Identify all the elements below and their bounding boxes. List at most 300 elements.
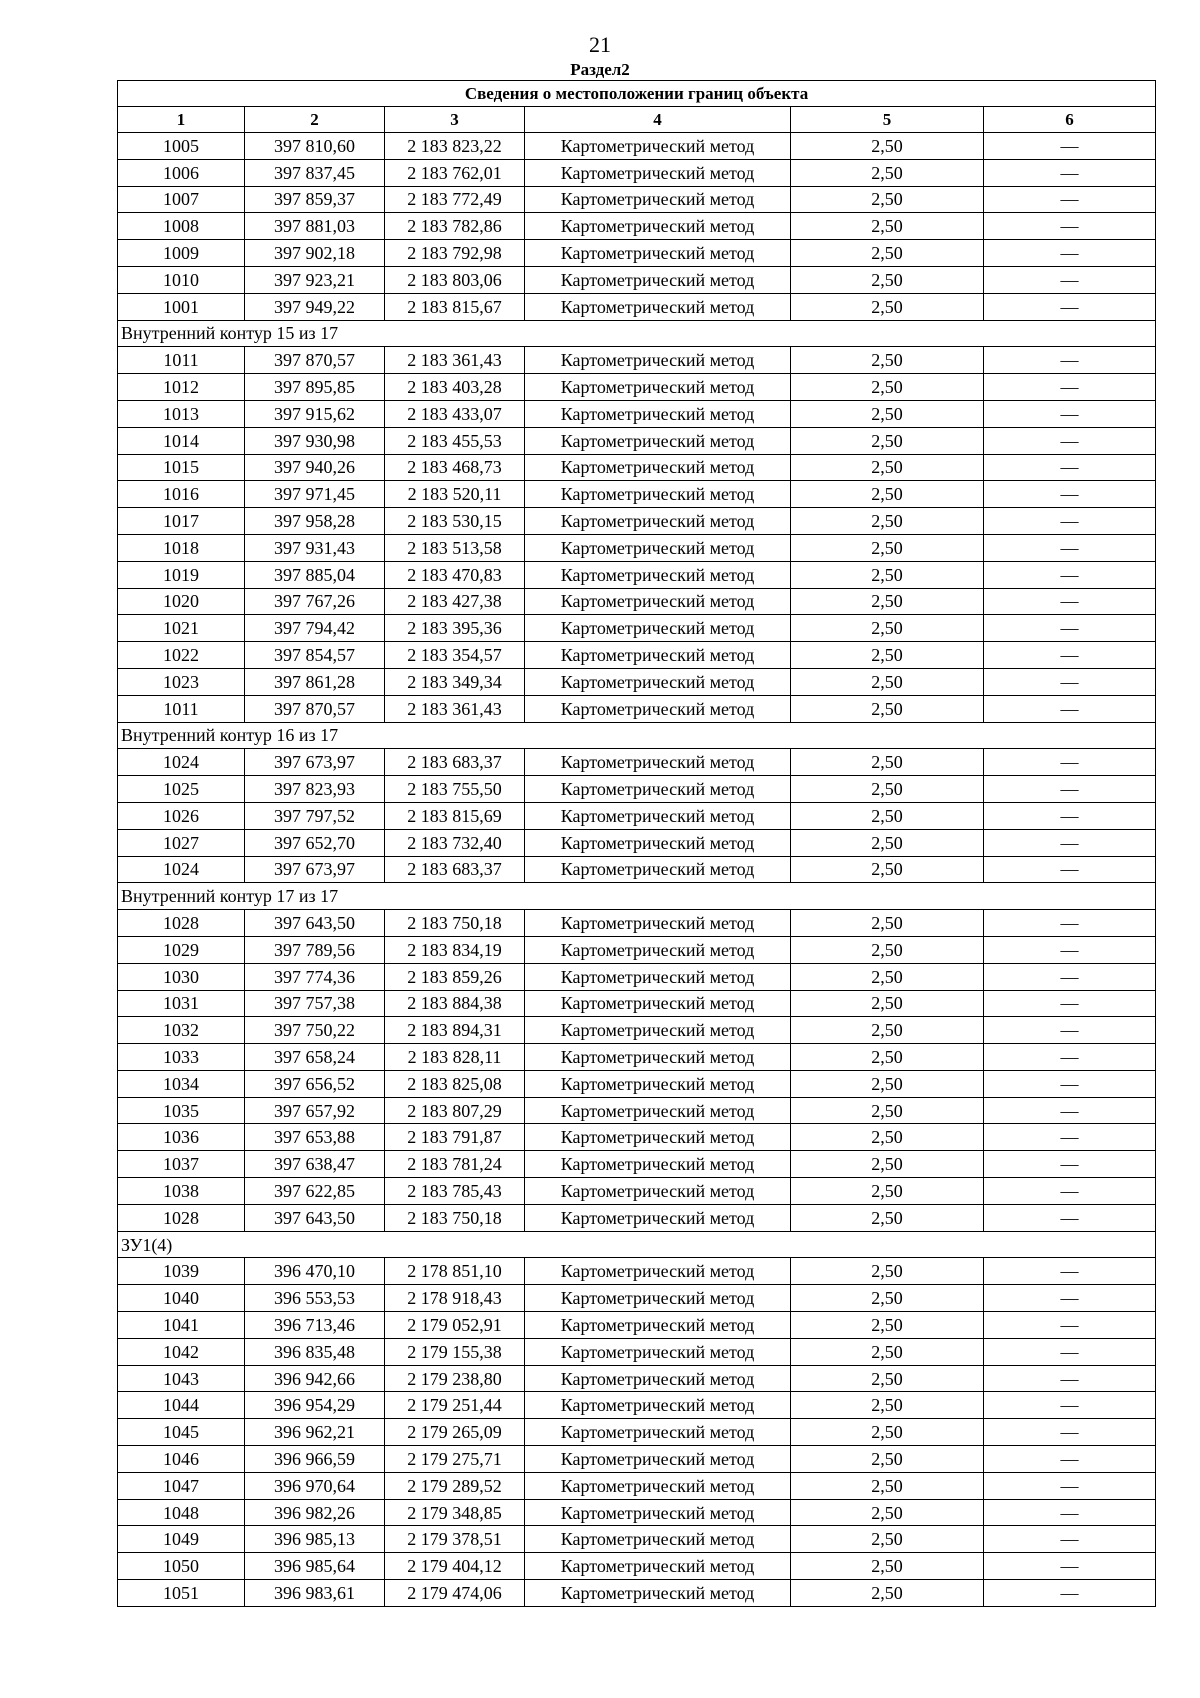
point-number: 1011 <box>118 695 245 722</box>
accuracy-cell: 2,50 <box>791 936 984 963</box>
point-number: 1027 <box>118 829 245 856</box>
description-cell: — <box>984 561 1156 588</box>
column-header-6: 6 <box>984 107 1156 133</box>
coordinate-x: 397 789,56 <box>245 936 385 963</box>
description-cell: — <box>984 1097 1156 1124</box>
coordinate-y: 2 183 894,31 <box>385 1017 525 1044</box>
accuracy-cell: 2,50 <box>791 133 984 160</box>
method-cell: Картометрический метод <box>525 1097 791 1124</box>
description-cell: — <box>984 963 1156 990</box>
accuracy-cell: 2,50 <box>791 1204 984 1231</box>
table-row <box>118 1124 1156 1151</box>
point-number: 1028 <box>118 910 245 937</box>
method-cell: Картометрический метод <box>525 1204 791 1231</box>
coordinate-x: 397 643,50 <box>245 1204 385 1231</box>
coordinate-y: 2 183 470,83 <box>385 561 525 588</box>
accuracy-cell: 2,50 <box>791 1044 984 1071</box>
table-row <box>118 1204 1156 1231</box>
table-row <box>118 1097 1156 1124</box>
description-cell: — <box>984 1312 1156 1339</box>
column-header-2: 2 <box>245 107 385 133</box>
coordinate-x: 397 658,24 <box>245 1044 385 1071</box>
point-number: 1013 <box>118 400 245 427</box>
description-cell: — <box>984 910 1156 937</box>
contour-header-row <box>118 1231 1156 1258</box>
point-number: 1037 <box>118 1151 245 1178</box>
accuracy-cell: 2,50 <box>791 1499 984 1526</box>
accuracy-cell: 2,50 <box>791 1258 984 1285</box>
description-cell: — <box>984 776 1156 803</box>
point-number: 1020 <box>118 588 245 615</box>
accuracy-cell: 2,50 <box>791 829 984 856</box>
table-row <box>118 1553 1156 1580</box>
description-cell: — <box>984 266 1156 293</box>
method-cell: Картометрический метод <box>525 1472 791 1499</box>
table-row <box>118 910 1156 937</box>
method-cell: Картометрический метод <box>525 990 791 1017</box>
column-header-3: 3 <box>385 107 525 133</box>
accuracy-cell: 2,50 <box>791 856 984 883</box>
coordinate-x: 397 656,52 <box>245 1070 385 1097</box>
coordinate-y: 2 179 238,80 <box>385 1365 525 1392</box>
table-row <box>118 186 1156 213</box>
accuracy-cell: 2,50 <box>791 427 984 454</box>
method-cell: Картометрический метод <box>525 588 791 615</box>
coordinate-x: 397 949,22 <box>245 293 385 320</box>
method-cell: Картометрический метод <box>525 454 791 481</box>
coordinate-y: 2 179 348,85 <box>385 1499 525 1526</box>
coordinate-x: 397 915,62 <box>245 400 385 427</box>
coordinate-x: 397 774,36 <box>245 963 385 990</box>
method-cell: Картометрический метод <box>525 856 791 883</box>
description-cell: — <box>984 1365 1156 1392</box>
coordinate-x: 397 859,37 <box>245 186 385 213</box>
point-number: 1008 <box>118 213 245 240</box>
accuracy-cell: 2,50 <box>791 186 984 213</box>
description-cell: — <box>984 1017 1156 1044</box>
column-header-4: 4 <box>525 107 791 133</box>
description-cell: — <box>984 1392 1156 1419</box>
method-cell: Картометрический метод <box>525 829 791 856</box>
table-row <box>118 454 1156 481</box>
table-row <box>118 133 1156 160</box>
table-row <box>118 1446 1156 1473</box>
column-header-5: 5 <box>791 107 984 133</box>
coordinate-y: 2 179 275,71 <box>385 1446 525 1473</box>
description-cell: — <box>984 347 1156 374</box>
description-cell: — <box>984 1258 1156 1285</box>
method-cell: Картометрический метод <box>525 1312 791 1339</box>
coordinate-y: 2 183 772,49 <box>385 186 525 213</box>
point-number: 1048 <box>118 1499 245 1526</box>
coordinate-x: 396 942,66 <box>245 1365 385 1392</box>
coordinate-y: 2 183 468,73 <box>385 454 525 481</box>
coordinate-x: 396 962,21 <box>245 1419 385 1446</box>
point-number: 1022 <box>118 642 245 669</box>
accuracy-cell: 2,50 <box>791 293 984 320</box>
point-number: 1009 <box>118 240 245 267</box>
method-cell: Картометрический метод <box>525 159 791 186</box>
coordinate-y: 2 179 404,12 <box>385 1553 525 1580</box>
point-number: 1007 <box>118 186 245 213</box>
coordinate-y: 2 183 349,34 <box>385 668 525 695</box>
coordinate-x: 397 673,97 <box>245 856 385 883</box>
method-cell: Картометрический метод <box>525 186 791 213</box>
table-row <box>118 1044 1156 1071</box>
method-cell: Картометрический метод <box>525 427 791 454</box>
method-cell: Картометрический метод <box>525 1392 791 1419</box>
coordinate-y: 2 183 785,43 <box>385 1178 525 1205</box>
point-number: 1033 <box>118 1044 245 1071</box>
accuracy-cell: 2,50 <box>791 454 984 481</box>
method-cell: Картометрический метод <box>525 266 791 293</box>
accuracy-cell: 2,50 <box>791 615 984 642</box>
table-row <box>118 481 1156 508</box>
accuracy-cell: 2,50 <box>791 1178 984 1205</box>
coordinate-y: 2 179 251,44 <box>385 1392 525 1419</box>
coordinate-y: 2 179 265,09 <box>385 1419 525 1446</box>
coordinate-x: 397 638,47 <box>245 1151 385 1178</box>
table-row <box>118 642 1156 669</box>
coordinate-x: 397 653,88 <box>245 1124 385 1151</box>
point-number: 1047 <box>118 1472 245 1499</box>
accuracy-cell: 2,50 <box>791 561 984 588</box>
point-number: 1041 <box>118 1312 245 1339</box>
description-cell: — <box>984 1151 1156 1178</box>
method-cell: Картометрический метод <box>525 1070 791 1097</box>
description-cell: — <box>984 454 1156 481</box>
method-cell: Картометрический метод <box>525 1044 791 1071</box>
table-row <box>118 534 1156 561</box>
coordinate-x: 397 750,22 <box>245 1017 385 1044</box>
point-number: 1011 <box>118 347 245 374</box>
method-cell: Картометрический метод <box>525 1338 791 1365</box>
description-cell: — <box>984 990 1156 1017</box>
coordinate-x: 396 470,10 <box>245 1258 385 1285</box>
coordinate-y: 2 179 474,06 <box>385 1580 525 1607</box>
coordinate-y: 2 183 859,26 <box>385 963 525 990</box>
coordinate-y: 2 183 520,11 <box>385 481 525 508</box>
point-number: 1040 <box>118 1285 245 1312</box>
description-cell: — <box>984 1178 1156 1205</box>
point-number: 1029 <box>118 936 245 963</box>
table-row <box>118 159 1156 186</box>
accuracy-cell: 2,50 <box>791 159 984 186</box>
coordinate-x: 397 673,97 <box>245 749 385 776</box>
accuracy-cell: 2,50 <box>791 1392 984 1419</box>
description-cell: — <box>984 1472 1156 1499</box>
method-cell: Картометрический метод <box>525 615 791 642</box>
accuracy-cell: 2,50 <box>791 1553 984 1580</box>
table-row <box>118 1499 1156 1526</box>
coordinate-y: 2 183 815,67 <box>385 293 525 320</box>
accuracy-cell: 2,50 <box>791 534 984 561</box>
point-number: 1018 <box>118 534 245 561</box>
contour-label: Внутренний контур 15 из 17 <box>118 320 1156 347</box>
table-title: Сведения о местоположении границ объекта <box>118 81 1156 107</box>
coordinate-y: 2 183 455,53 <box>385 427 525 454</box>
description-cell: — <box>984 588 1156 615</box>
coordinate-y: 2 179 289,52 <box>385 1472 525 1499</box>
method-cell: Картометрический метод <box>525 561 791 588</box>
column-header-1: 1 <box>118 107 245 133</box>
coordinate-y: 2 183 433,07 <box>385 400 525 427</box>
coordinate-y: 2 179 155,38 <box>385 1338 525 1365</box>
accuracy-cell: 2,50 <box>791 1365 984 1392</box>
coordinate-x: 396 966,59 <box>245 1446 385 1473</box>
coordinate-x: 397 931,43 <box>245 534 385 561</box>
method-cell: Картометрический метод <box>525 1178 791 1205</box>
table-row <box>118 1580 1156 1607</box>
method-cell: Картометрический метод <box>525 1258 791 1285</box>
point-number: 1035 <box>118 1097 245 1124</box>
coordinate-x: 397 837,45 <box>245 159 385 186</box>
accuracy-cell: 2,50 <box>791 481 984 508</box>
method-cell: Картометрический метод <box>525 963 791 990</box>
method-cell: Картометрический метод <box>525 1446 791 1473</box>
coordinate-x: 397 958,28 <box>245 508 385 535</box>
table-row <box>118 588 1156 615</box>
coordinate-x: 397 797,52 <box>245 802 385 829</box>
contour-label: Внутренний контур 17 из 17 <box>118 883 1156 910</box>
point-number: 1016 <box>118 481 245 508</box>
table-row <box>118 1526 1156 1553</box>
method-cell: Картометрический метод <box>525 1419 791 1446</box>
method-cell: Картометрический метод <box>525 481 791 508</box>
contour-header-row <box>118 722 1156 749</box>
description-cell: — <box>984 1553 1156 1580</box>
table-row <box>118 990 1156 1017</box>
coordinate-y: 2 183 792,98 <box>385 240 525 267</box>
accuracy-cell: 2,50 <box>791 1419 984 1446</box>
coordinate-x: 397 902,18 <box>245 240 385 267</box>
coordinate-y: 2 183 683,37 <box>385 856 525 883</box>
coordinate-y: 2 183 403,28 <box>385 374 525 401</box>
point-number: 1036 <box>118 1124 245 1151</box>
coordinate-y: 2 183 803,06 <box>385 266 525 293</box>
table-row <box>118 1070 1156 1097</box>
point-number: 1021 <box>118 615 245 642</box>
accuracy-cell: 2,50 <box>791 1472 984 1499</box>
coordinate-y: 2 183 782,86 <box>385 213 525 240</box>
accuracy-cell: 2,50 <box>791 1070 984 1097</box>
description-cell: — <box>984 293 1156 320</box>
table-row <box>118 776 1156 803</box>
coordinate-x: 397 895,85 <box>245 374 385 401</box>
point-number: 1030 <box>118 963 245 990</box>
description-cell: — <box>984 1419 1156 1446</box>
description-cell: — <box>984 1526 1156 1553</box>
table-row <box>118 1338 1156 1365</box>
method-cell: Картометрический метод <box>525 695 791 722</box>
accuracy-cell: 2,50 <box>791 1446 984 1473</box>
description-cell: — <box>984 1580 1156 1607</box>
method-cell: Картометрический метод <box>525 1499 791 1526</box>
coordinate-x: 397 810,60 <box>245 133 385 160</box>
accuracy-cell: 2,50 <box>791 910 984 937</box>
table-row <box>118 829 1156 856</box>
description-cell: — <box>984 695 1156 722</box>
accuracy-cell: 2,50 <box>791 266 984 293</box>
coordinate-x: 396 983,61 <box>245 1580 385 1607</box>
point-number: 1024 <box>118 749 245 776</box>
table-row <box>118 936 1156 963</box>
contour-label: ЗУ1(4) <box>118 1231 1156 1258</box>
point-number: 1044 <box>118 1392 245 1419</box>
coordinate-y: 2 183 750,18 <box>385 910 525 937</box>
method-cell: Картометрический метод <box>525 1151 791 1178</box>
column-header-row <box>118 107 1156 133</box>
coordinate-x: 396 985,13 <box>245 1526 385 1553</box>
description-cell: — <box>984 936 1156 963</box>
coordinate-y: 2 183 530,15 <box>385 508 525 535</box>
description-cell: — <box>984 642 1156 669</box>
accuracy-cell: 2,50 <box>791 749 984 776</box>
method-cell: Картометрический метод <box>525 347 791 374</box>
coordinate-y: 2 183 750,18 <box>385 1204 525 1231</box>
coordinate-x: 396 982,26 <box>245 1499 385 1526</box>
method-cell: Картометрический метод <box>525 534 791 561</box>
accuracy-cell: 2,50 <box>791 240 984 267</box>
description-cell: — <box>984 159 1156 186</box>
point-number: 1050 <box>118 1553 245 1580</box>
coordinate-x: 397 757,38 <box>245 990 385 1017</box>
accuracy-cell: 2,50 <box>791 1151 984 1178</box>
accuracy-cell: 2,50 <box>791 1312 984 1339</box>
description-cell: — <box>984 668 1156 695</box>
point-number: 1038 <box>118 1178 245 1205</box>
point-number: 1028 <box>118 1204 245 1231</box>
coordinate-y: 2 183 361,43 <box>385 695 525 722</box>
table-row <box>118 668 1156 695</box>
method-cell: Картометрический метод <box>525 1017 791 1044</box>
description-cell: — <box>984 1446 1156 1473</box>
method-cell: Картометрический метод <box>525 642 791 669</box>
table-row <box>118 1392 1156 1419</box>
accuracy-cell: 2,50 <box>791 213 984 240</box>
coordinate-x: 397 870,57 <box>245 347 385 374</box>
table-row <box>118 1472 1156 1499</box>
method-cell: Картометрический метод <box>525 133 791 160</box>
coordinate-y: 2 183 683,37 <box>385 749 525 776</box>
table-row <box>118 374 1156 401</box>
point-number: 1031 <box>118 990 245 1017</box>
accuracy-cell: 2,50 <box>791 668 984 695</box>
point-number: 1015 <box>118 454 245 481</box>
description-cell: — <box>984 1204 1156 1231</box>
method-cell: Картометрический метод <box>525 213 791 240</box>
point-number: 1039 <box>118 1258 245 1285</box>
point-number: 1023 <box>118 668 245 695</box>
description-cell: — <box>984 481 1156 508</box>
point-number: 1051 <box>118 1580 245 1607</box>
table-row <box>118 1312 1156 1339</box>
coordinate-y: 2 183 781,24 <box>385 1151 525 1178</box>
coordinate-x: 397 885,04 <box>245 561 385 588</box>
coordinate-y: 2 183 807,29 <box>385 1097 525 1124</box>
coordinate-x: 397 861,28 <box>245 668 385 695</box>
table-row <box>118 615 1156 642</box>
description-cell: — <box>984 186 1156 213</box>
table-row <box>118 293 1156 320</box>
coordinate-x: 397 657,92 <box>245 1097 385 1124</box>
accuracy-cell: 2,50 <box>791 802 984 829</box>
table-row <box>118 695 1156 722</box>
coordinate-y: 2 183 732,40 <box>385 829 525 856</box>
method-cell: Картометрический метод <box>525 1124 791 1151</box>
point-number: 1024 <box>118 856 245 883</box>
accuracy-cell: 2,50 <box>791 508 984 535</box>
point-number: 1043 <box>118 1365 245 1392</box>
coordinate-y: 2 183 825,08 <box>385 1070 525 1097</box>
description-cell: — <box>984 829 1156 856</box>
coordinate-x: 396 553,53 <box>245 1285 385 1312</box>
description-cell: — <box>984 240 1156 267</box>
accuracy-cell: 2,50 <box>791 963 984 990</box>
table-row <box>118 1258 1156 1285</box>
method-cell: Картометрический метод <box>525 293 791 320</box>
point-number: 1001 <box>118 293 245 320</box>
contour-header-row <box>118 883 1156 910</box>
description-cell: — <box>984 1124 1156 1151</box>
table-row <box>118 963 1156 990</box>
coordinate-y: 2 179 052,91 <box>385 1312 525 1339</box>
accuracy-cell: 2,50 <box>791 1017 984 1044</box>
description-cell: — <box>984 427 1156 454</box>
description-cell: — <box>984 1338 1156 1365</box>
method-cell: Картометрический метод <box>525 400 791 427</box>
accuracy-cell: 2,50 <box>791 400 984 427</box>
method-cell: Картометрический метод <box>525 508 791 535</box>
coordinate-x: 397 940,26 <box>245 454 385 481</box>
method-cell: Картометрический метод <box>525 910 791 937</box>
point-number: 1032 <box>118 1017 245 1044</box>
table-row <box>118 240 1156 267</box>
point-number: 1006 <box>118 159 245 186</box>
coordinate-y: 2 183 361,43 <box>385 347 525 374</box>
table-row <box>118 1178 1156 1205</box>
table-row <box>118 1419 1156 1446</box>
point-number: 1014 <box>118 427 245 454</box>
point-number: 1034 <box>118 1070 245 1097</box>
coordinate-y: 2 183 513,58 <box>385 534 525 561</box>
accuracy-cell: 2,50 <box>791 347 984 374</box>
contour-header-row <box>118 320 1156 347</box>
table-row <box>118 561 1156 588</box>
accuracy-cell: 2,50 <box>791 1097 984 1124</box>
point-number: 1046 <box>118 1446 245 1473</box>
coordinate-y: 2 183 828,11 <box>385 1044 525 1071</box>
accuracy-cell: 2,50 <box>791 1580 984 1607</box>
point-number: 1049 <box>118 1526 245 1553</box>
accuracy-cell: 2,50 <box>791 990 984 1017</box>
method-cell: Картометрический метод <box>525 240 791 267</box>
table-row <box>118 856 1156 883</box>
accuracy-cell: 2,50 <box>791 374 984 401</box>
coordinate-x: 397 923,21 <box>245 266 385 293</box>
description-cell: — <box>984 615 1156 642</box>
description-cell: — <box>984 1285 1156 1312</box>
coordinate-x: 397 881,03 <box>245 213 385 240</box>
coordinate-y: 2 183 395,36 <box>385 615 525 642</box>
accuracy-cell: 2,50 <box>791 1124 984 1151</box>
accuracy-cell: 2,50 <box>791 1285 984 1312</box>
description-cell: — <box>984 213 1156 240</box>
description-cell: — <box>984 802 1156 829</box>
description-cell: — <box>984 374 1156 401</box>
method-cell: Картометрический метод <box>525 936 791 963</box>
method-cell: Картометрический метод <box>525 374 791 401</box>
